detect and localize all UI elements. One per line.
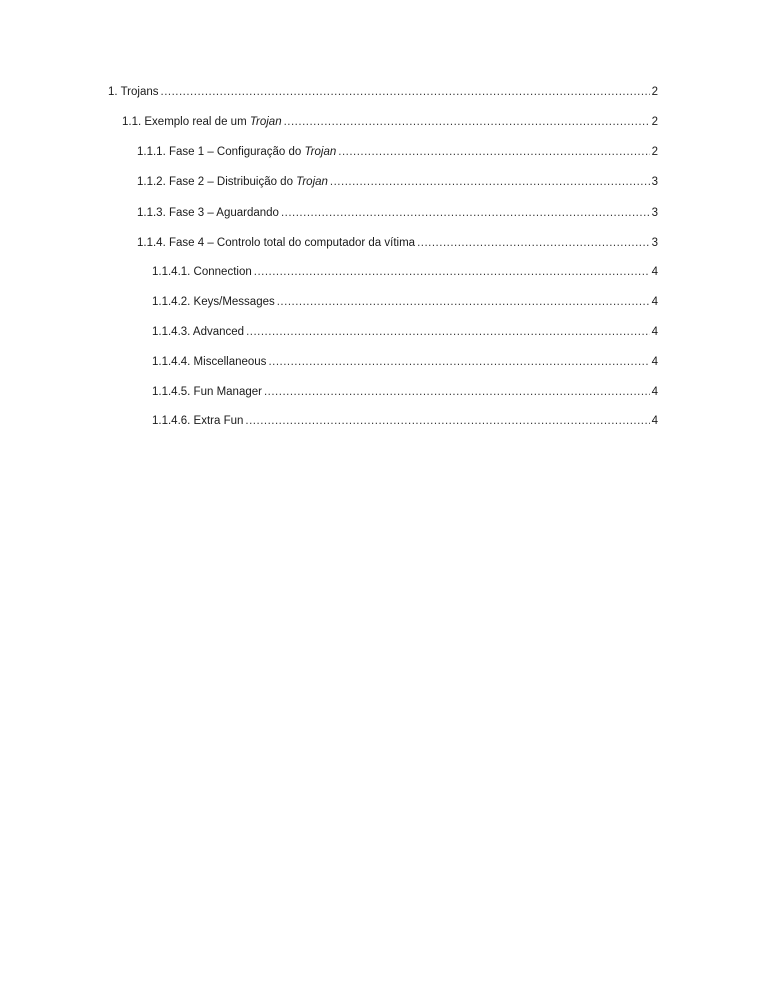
toc-entry-fun-manager[interactable] bbox=[152, 385, 658, 399]
toc-entry-fase-4[interactable] bbox=[137, 236, 658, 250]
toc-dot-leader bbox=[245, 414, 649, 428]
toc-entry-exemplo-real[interactable] bbox=[122, 115, 658, 129]
toc-page-number: 4 bbox=[651, 356, 658, 368]
toc-entry-title: 1.1.4.3. Advanced bbox=[152, 326, 245, 338]
toc-dot-leader bbox=[338, 145, 649, 159]
toc-entry-title: 1.1. Exemplo real de um Trojan bbox=[122, 116, 282, 128]
toc-entry-fase-2[interactable] bbox=[137, 175, 658, 189]
toc-entry-title: 1.1.4.4. Miscellaneous bbox=[152, 356, 267, 368]
toc-page-number: 4 bbox=[651, 386, 658, 398]
toc-page-number: 3 bbox=[651, 237, 658, 249]
toc-entry-title: 1.1.3. Fase 3 – Aguardando bbox=[137, 207, 279, 219]
toc-entry-keys-messages[interactable] bbox=[152, 295, 658, 309]
toc-dot-leader bbox=[161, 85, 650, 99]
toc-dot-leader bbox=[264, 385, 650, 399]
toc-page-number: 2 bbox=[651, 116, 658, 128]
toc-dot-leader bbox=[281, 206, 650, 220]
toc-dot-leader bbox=[330, 175, 650, 189]
toc-entry-title: 1.1.1. Fase 1 – Configuração do Trojan bbox=[137, 146, 337, 158]
toc-dot-leader bbox=[277, 295, 650, 309]
toc-entry-fase-3[interactable] bbox=[137, 206, 658, 220]
toc-entry-connection[interactable] bbox=[152, 265, 658, 279]
toc-entry-advanced[interactable] bbox=[152, 325, 658, 339]
toc-page-number: 3 bbox=[651, 207, 658, 219]
toc-page-number: 4 bbox=[651, 266, 658, 278]
toc-entry-miscellaneous[interactable] bbox=[152, 355, 658, 369]
toc-entry-fase-1[interactable] bbox=[137, 145, 658, 159]
toc-dot-leader bbox=[284, 115, 650, 129]
toc-page-number: 2 bbox=[651, 86, 658, 98]
toc-page-number: 4 bbox=[651, 415, 658, 427]
toc-entry-title: 1.1.4.5. Fun Manager bbox=[152, 386, 262, 398]
toc-page-number: 4 bbox=[651, 296, 658, 308]
toc-entry-title: 1.1.4.6. Extra Fun bbox=[152, 415, 244, 427]
toc-entry-title: 1.1.4. Fase 4 – Controlo total do computador da vítima bbox=[137, 237, 416, 249]
toc-entry-title: 1.1.4.2. Keys/Messages bbox=[152, 296, 275, 308]
toc-dot-leader bbox=[254, 265, 650, 279]
toc-dot-leader bbox=[268, 355, 649, 369]
toc-entry-extra-fun[interactable] bbox=[152, 414, 658, 428]
toc-entry-title: 1.1.2. Fase 2 – Distribuição do Trojan bbox=[137, 176, 328, 188]
toc-page-number: 2 bbox=[651, 146, 658, 158]
toc-page-number: 3 bbox=[651, 176, 658, 188]
toc-dot-leader bbox=[246, 325, 650, 339]
toc-entry-title: 1.1.4.1. Connection bbox=[152, 266, 252, 278]
toc-entry-title: 1. Trojans bbox=[108, 86, 159, 98]
toc-dot-leader bbox=[417, 236, 650, 250]
toc-page-number: 4 bbox=[651, 326, 658, 338]
toc-entry-trojans[interactable] bbox=[108, 85, 658, 99]
